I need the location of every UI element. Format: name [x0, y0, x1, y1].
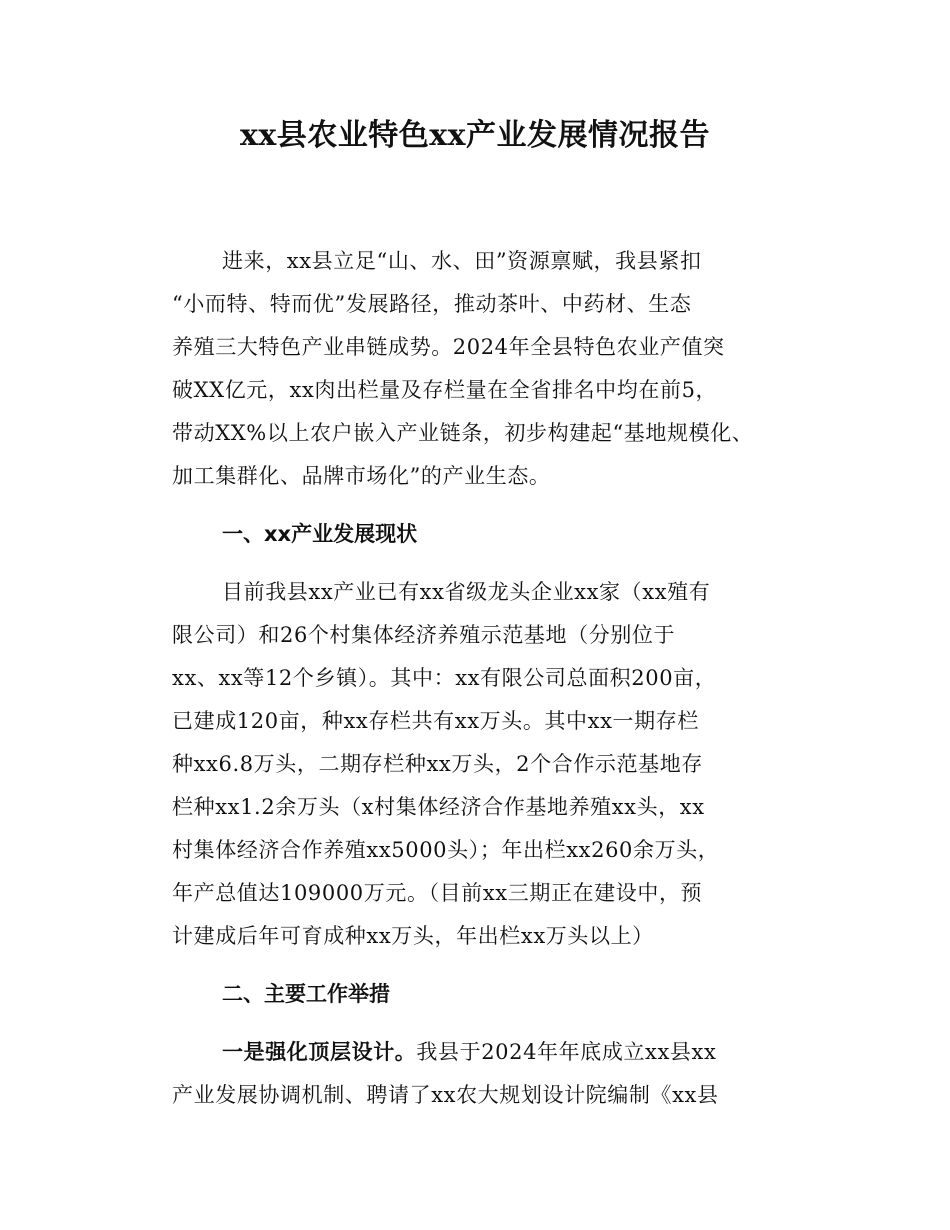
- section1-line: 种xx6.8万头，二期存栏种xx万头，2个合作示范基地存: [172, 752, 703, 776]
- section2-paragraph: [172, 1031, 832, 1117]
- section-heading-status: 一、xx产业发展现状: [222, 522, 418, 546]
- section-heading-measures: 二、主要工作举措: [222, 982, 390, 1006]
- section1-line: 目前我县xx产业已有xx省级龙头企业xx家（xx殖有: [222, 580, 711, 604]
- section1-line: 年产总值达109000万元。（目前xx三期正在建设中，预: [172, 881, 703, 905]
- intro-line: 加工集群化、品牌市场化”的产业生态。: [172, 464, 551, 488]
- section2-line: 产业发展协调机制、聘请了xx农大规划设计院编制《xx县: [172, 1083, 719, 1107]
- document-title: xx县农业特色xx产业发展情况报告: [239, 118, 711, 153]
- intro-line: 养殖三大特色产业串链成势。2024年全县特色农业产值突: [172, 335, 725, 359]
- paragraph-first-line-rest: 我县于2024年年底成立xx县xx: [416, 1040, 717, 1064]
- intro-line: “小而特、特而优”发展路径，推动茶叶、中药材、生态: [172, 292, 692, 316]
- section1-line: xx、xx等12个乡镇）。其中：xx有限公司总面积200亩，: [172, 666, 717, 690]
- section1-paragraph: [172, 571, 832, 958]
- intro-paragraph: [172, 240, 832, 498]
- intro-line: 进来，xx县立足“山、水、田”资源禀赋，我县紧扣: [222, 249, 702, 273]
- intro-line: 破XX亿元，xx肉出栏量及存栏量在全省排名中均在前5，: [172, 378, 718, 402]
- section2-first-line: [172, 1031, 832, 1074]
- section1-line: 计建成后年可育成种xx万头，年出栏xx万头以上）: [172, 924, 654, 948]
- section1-line: 限公司）和26个村集体经济养殖示范基地（分别位于: [172, 623, 676, 647]
- section1-line: 已建成120亩，种xx存栏共有xx万头。其中xx一期存栏: [172, 709, 699, 733]
- section1-line: 栏种xx1.2余万头（x村集体经济合作基地养殖xx头，xx: [172, 795, 705, 819]
- paragraph-lead: 一是强化顶层设计。: [222, 1040, 417, 1064]
- document-body: [172, 240, 832, 1117]
- intro-line: 带动XX%以上农户嵌入产业链条，初步构建起“基地规模化、: [172, 421, 754, 445]
- section1-line: 村集体经济合作养殖xx5000头）；年出栏xx260余万头，: [172, 838, 720, 862]
